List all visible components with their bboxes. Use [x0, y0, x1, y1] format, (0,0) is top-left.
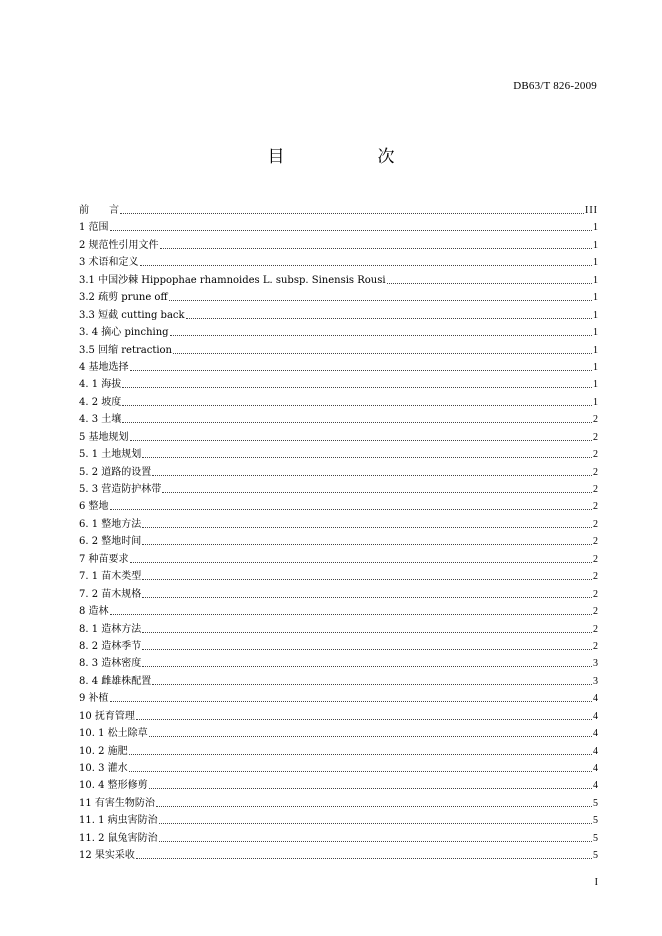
toc-entry[interactable] [79, 219, 598, 236]
toc-entry-page-number: 2 [593, 414, 598, 426]
toc-entry-label: 5. 3 营造防护林带 [79, 484, 162, 495]
toc-dot-leader [110, 690, 592, 702]
toc-entry-page-number: 1 [593, 257, 598, 269]
toc-entry-label: 4. 2 坡度 [79, 396, 122, 408]
toc-dot-leader [170, 324, 592, 336]
toc-entry-page-number: 1 [593, 396, 598, 408]
toc-entry[interactable] [79, 446, 598, 463]
toc-entry[interactable] [79, 237, 598, 254]
toc-entry[interactable] [79, 621, 598, 638]
toc-entry[interactable] [79, 289, 598, 306]
toc-dot-leader [152, 673, 592, 685]
toc-entry[interactable] [79, 743, 598, 760]
toc-dot-leader [156, 795, 592, 807]
toc-entry[interactable] [79, 708, 598, 725]
toc-entry-page-number: 1 [593, 379, 598, 391]
toc-dot-leader [186, 307, 592, 319]
toc-entry-label: 10. 3 灌水 [79, 763, 128, 774]
toc-dot-leader [129, 743, 592, 755]
toc-entry-label: 2 规范性引用文件 [79, 239, 159, 251]
toc-entry[interactable] [79, 568, 598, 585]
toc-entry[interactable] [79, 847, 598, 864]
toc-entry-label: 11 有害生物防治 [79, 797, 155, 809]
toc-entry[interactable] [79, 272, 598, 289]
toc-entry-label: 8. 2 造林季节 [79, 640, 142, 652]
toc-entry-page-number: 1 [593, 344, 598, 356]
toc-entry[interactable] [79, 533, 598, 550]
toc-dot-leader [387, 272, 592, 284]
toc-dot-leader [152, 464, 592, 476]
toc-entry[interactable] [79, 760, 598, 777]
toc-entry[interactable] [79, 551, 598, 568]
toc-dot-leader [162, 481, 592, 493]
page-number: I [594, 877, 598, 888]
toc-entry-page-number: 1 [593, 327, 598, 339]
toc-entry-label: 10. 1 松土除草 [79, 728, 148, 740]
toc-dot-leader [142, 655, 592, 667]
toc-entry-label: 8. 3 造林密度 [79, 658, 142, 670]
toc-dot-leader [136, 847, 592, 859]
toc-entry-page-number: 5 [593, 850, 598, 862]
toc-entry-page-number: III [585, 205, 598, 216]
toc-entry-page-number: 2 [593, 518, 598, 530]
toc-dot-leader [130, 551, 592, 563]
toc-entry[interactable] [79, 673, 598, 690]
toc-entry-label: 7. 1 苗木类型 [79, 571, 142, 583]
toc-entry[interactable] [79, 830, 598, 847]
toc-entry-label: 4 基地选择 [79, 361, 129, 373]
toc-entry-page-number: 2 [593, 449, 598, 461]
toc-entry[interactable] [79, 655, 598, 672]
toc-entry[interactable] [79, 307, 598, 324]
toc-dot-leader [149, 777, 592, 789]
toc-entry[interactable] [79, 586, 598, 603]
toc-entry[interactable] [79, 725, 598, 742]
toc-dot-leader [142, 533, 592, 545]
toc-entry-page-number: 5 [593, 797, 598, 809]
toc-entry-page-number: 1 [593, 274, 598, 286]
toc-entry-label: 3.1 中国沙棘 Hippophae rhamnoides L. subsp. Sinensis Rousi [79, 274, 386, 286]
toc-entry[interactable] [79, 638, 598, 655]
toc-entry[interactable] [79, 464, 598, 481]
toc-entry-label: 3.3 短截 cutting back [79, 309, 185, 321]
toc-dot-leader [142, 638, 592, 650]
toc-entry-label: 3.2 疏剪 prune off [79, 292, 168, 304]
toc-entry[interactable] [79, 411, 598, 428]
toc-dot-leader [110, 219, 592, 231]
toc-dot-leader [169, 289, 592, 301]
toc-dot-leader [130, 429, 592, 441]
toc-entry-page-number: 5 [593, 832, 598, 844]
toc-dot-leader [159, 830, 592, 842]
toc-dot-leader [142, 568, 592, 580]
toc-entry-page-number: 4 [593, 693, 598, 705]
toc-entry-label: 3 术语和定义 [79, 257, 139, 269]
toc-entry-page-number: 1 [593, 361, 598, 373]
toc-entry-label: 8. 1 造林方法 [79, 623, 142, 635]
toc-entry-label: 6. 2 整地时间 [79, 536, 142, 548]
toc-entry-page-number: 4 [593, 745, 598, 757]
toc-entry[interactable] [79, 498, 598, 515]
toc-entry-page-number: 4 [593, 763, 598, 774]
toc-entry-page-number: 2 [593, 466, 598, 478]
toc-entry-page-number: 3 [593, 675, 598, 687]
toc-entry-page-number: 2 [593, 484, 598, 495]
toc-entry-label: 1 范围 [79, 222, 109, 234]
toc-entry-label: 10 抚育管理 [79, 710, 135, 722]
toc-entry-page-number: 5 [593, 815, 598, 827]
toc-dot-leader [142, 586, 592, 598]
toc-entry[interactable] [79, 516, 598, 533]
toc-entry[interactable] [79, 324, 598, 341]
toc-list [79, 202, 598, 865]
toc-entry-page-number: 2 [593, 640, 598, 652]
toc-entry[interactable] [79, 254, 598, 271]
toc-dot-leader [159, 812, 592, 824]
toc-entry-label: 10. 2 施肥 [79, 745, 128, 757]
toc-dot-leader [142, 621, 592, 633]
toc-entry-page-number: 4 [593, 710, 598, 722]
toc-dot-leader [142, 446, 592, 458]
toc-entry[interactable] [79, 394, 598, 411]
toc-entry-label: 5 基地规划 [79, 431, 129, 443]
toc-entry-label: 11. 2 鼠兔害防治 [79, 832, 158, 844]
toc-entry[interactable] [79, 795, 598, 812]
toc-entry-page-number: 1 [593, 292, 598, 304]
toc-dot-leader [122, 376, 592, 388]
toc-entry[interactable] [79, 429, 598, 446]
toc-entry[interactable] [79, 812, 598, 829]
toc-entry[interactable] [79, 690, 598, 707]
toc-entry-label: 4. 1 海拔 [79, 379, 122, 391]
toc-entry-page-number: 4 [593, 780, 598, 792]
toc-dot-leader [110, 498, 592, 510]
toc-dot-leader [173, 342, 592, 354]
toc-dot-leader [120, 202, 584, 214]
toc-entry-label: 5. 2 道路的设置 [79, 466, 152, 478]
toc-entry-label: 6 整地 [79, 501, 109, 513]
toc-entry-label: 3. 4 摘心 pinching [79, 327, 169, 339]
toc-entry-page-number: 2 [593, 623, 598, 635]
toc-entry-label: 6. 1 整地方法 [79, 518, 142, 530]
toc-title: 目 次 [267, 147, 433, 167]
toc-entry-label: 3.5 回缩 retraction [79, 344, 172, 356]
toc-entry-label: 11. 1 病虫害防治 [79, 815, 158, 827]
toc-entry-label: 8 造林 [79, 606, 109, 618]
toc-dot-leader [130, 359, 592, 371]
toc-entry-page-number: 3 [593, 658, 598, 670]
toc-dot-leader [142, 516, 592, 528]
toc-entry-label: 12 果实采收 [79, 850, 135, 862]
toc-dot-leader [122, 411, 592, 423]
toc-entry-page-number: 2 [593, 588, 598, 600]
toc-entry[interactable] [79, 603, 598, 620]
toc-entry-page-number: 4 [593, 728, 598, 740]
toc-entry-label: 7 种苗要求 [79, 553, 129, 565]
toc-entry[interactable] [79, 202, 598, 219]
toc-dot-leader [149, 725, 592, 737]
toc-dot-leader [110, 603, 592, 615]
toc-dot-leader [129, 760, 592, 772]
toc-entry-label: 7. 2 苗木规格 [79, 588, 142, 600]
toc-entry[interactable] [79, 359, 598, 376]
toc-entry-page-number: 1 [593, 239, 598, 251]
toc-entry-page-number: 2 [593, 606, 598, 618]
toc-entry-page-number: 2 [593, 431, 598, 443]
toc-entry-page-number: 2 [593, 571, 598, 583]
toc-entry-page-number: 1 [593, 309, 598, 321]
toc-entry-page-number: 1 [593, 222, 598, 234]
toc-entry-label: 10. 4 整形修剪 [79, 780, 148, 792]
toc-entry[interactable] [79, 777, 598, 794]
toc-entry-label: 前 言 [79, 205, 119, 216]
toc-entry-label: 8. 4 雌雄株配置 [79, 675, 152, 687]
toc-entry-label: 5. 1 土地规划 [79, 449, 142, 461]
toc-dot-leader [140, 254, 592, 266]
toc-entry[interactable] [79, 342, 598, 359]
toc-dot-leader [160, 237, 592, 249]
document-code: DB63/T 826-2009 [513, 80, 597, 92]
toc-entry[interactable] [79, 481, 598, 498]
toc-entry-label: 9 补植 [79, 693, 109, 705]
toc-dot-leader [122, 394, 592, 406]
toc-entry-page-number: 2 [593, 501, 598, 513]
toc-entry-label: 4. 3 土壤 [79, 414, 122, 426]
toc-entry[interactable] [79, 376, 598, 393]
toc-dot-leader [136, 708, 592, 720]
toc-entry-page-number: 2 [593, 553, 598, 565]
toc-entry-page-number: 2 [593, 536, 598, 548]
